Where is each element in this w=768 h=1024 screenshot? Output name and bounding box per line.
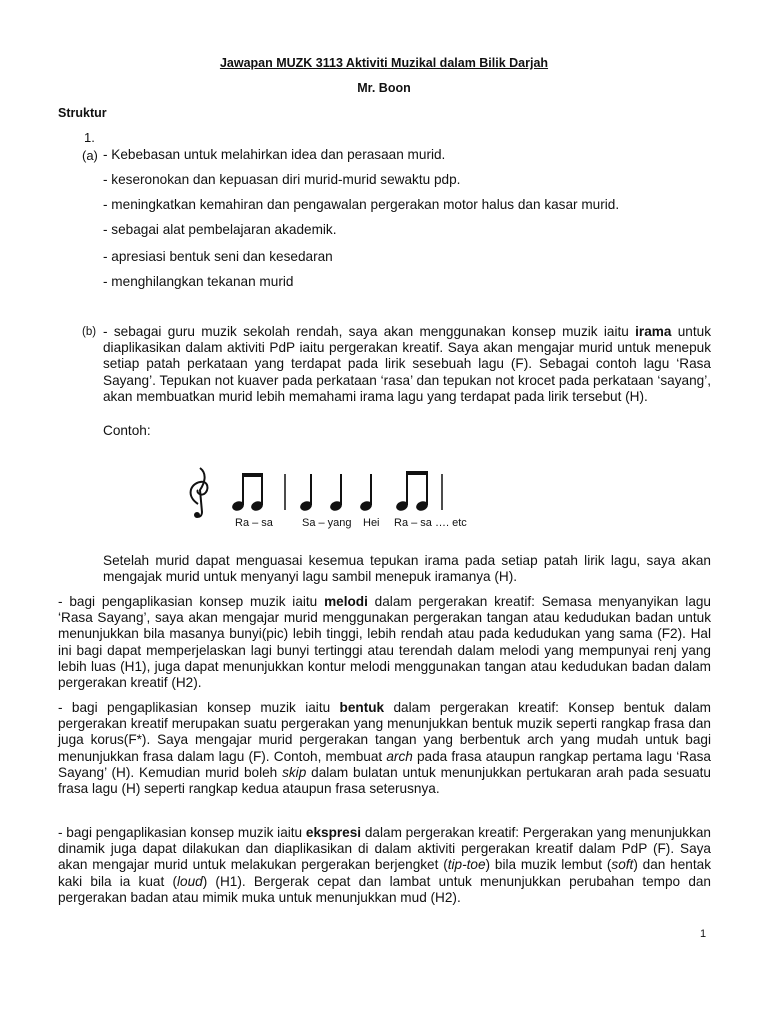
document-title: Jawapan MUZK 3113 Aktiviti Muzikal dalam Bilik Darjah [219, 56, 549, 70]
author-name: Mr. Boon [357, 81, 411, 95]
part-a-item: - meningkatkan kemahiran dan pengawalan pergerakan motor halus dan kasar murid. [103, 197, 620, 212]
crotchet-icon [359, 474, 373, 512]
crotchet-icon [329, 474, 343, 512]
melodi-paragraph: - bagi pengaplikasian konsep muzik iaitu melodi dalam pergerakan kreatif: Semasa menyanyikan lagu ‘Rasa Sayang’, saya akan mengajar murid menggunakan pergerakan tangan atau kedudukan badan untuk menunjukkan bila masanya bunyi(pic) lebih tinggi, lebih rendah atau pada kedudukan yang sama (F2). Hal ini bagi dapat memperjelaskan lagi bunyi tertinggi atau terendah dalam melodi yang mempunyai renj yang lebih luas (H1), juga dapat menunjukkan kontur melodi menggunakan tangan atau kedudukan badan dalam pergerakan kreatif (H2). [58, 594, 711, 691]
part-b-marker: (b) [82, 326, 97, 338]
question-number: 1. [84, 130, 95, 145]
bentuk-paragraph: - bagi pengaplikasian konsep muzik iaitu bentuk dalam pergerakan kreatif: Konsep bentuk dalam pergerakan kreatif merupakan suatu pergerakan yang menunjukkan bentuk muzik seperti rangkap frasa dan juga korus(F*). Saya mengajar murid pergerakan tangan yang berbentuk arch yang mudah untuk bagi menunjukkan frasa dalam lagu (F). Contoh, membuat arch pada frasa ataupun rangkap pertama lagu ‘Rasa Sayang’ (H). Kemudian murid boleh skip dalam bulatan untuk menunjukkan pertukaran arah pada sesuatu frasa lagu (H) seperti rangkap kedua ataupun frasa seterusnya. [58, 700, 711, 797]
example-label: Contoh: [103, 423, 151, 438]
part-a-item: - apresiasi bentuk seni dan kesedaran [103, 249, 333, 264]
lyric-syllable: Ra – sa [235, 517, 273, 529]
lyric-syllable: Sa – yang [302, 517, 352, 529]
concept-bentuk: bentuk [339, 700, 385, 715]
section-label: Struktur [58, 106, 107, 120]
part-a-item: - sebagai alat pembelajaran akademik. [103, 222, 337, 237]
part-b-paragraph: - sebagai guru muzik sekolah rendah, saya akan menggunakan konsep muzik iaitu irama untuk diaplikasikan dalam aktiviti PdP iaitu pergerakan kreatif. Saya akan mengajar murid untuk menepuk setiap patah perkataan yang terdapat pada lirik sesebuah lagu (F). Sebagai contoh lagu ‘Rasa Sayang’. Tepukan not kuaver pada perkataan ‘rasa’ dan tepukan not krocet pada perkataan ‘sayang’, akan membuatkan murid lebih memahami irama lagu yang terdapat pada lirik tersebut (H). [103, 324, 712, 404]
ekspresi-paragraph: - bagi pengaplikasian konsep muzik iaitu ekspresi dalam pergerakan kreatif: Pergerakan yang menunjukkan dinamik juga dapat dilakukan dan diaplikasikan di dalam aktiviti pergerakan kreatif dalam PdP (F). Saya akan mengajar murid untuk melakukan pergerakan berjengket (tip-toe) bila muzik lembut (soft) dan hentak kaki bila ia kuat (loud) (H1). Bergerak cepat dan lambat untuk menunjukkan perubahan tempo dan pergerakan badan atau mimik muka untuk menunjukkan mud (H2). [58, 825, 712, 905]
part-a-item: - menghilangkan tekanan murid [103, 274, 294, 289]
concept-irama: irama [635, 324, 672, 339]
crotchet-icon [299, 474, 313, 512]
quaver-pair-icon [395, 471, 429, 512]
concept-ekspresi: ekspresi [305, 825, 362, 840]
page-number: 1 [700, 928, 707, 940]
part-a-marker: (a) [82, 148, 98, 163]
concept-melodi: melodi [324, 594, 368, 609]
part-a-item: - Kebebasan untuk melahirkan idea dan perasaan murid. [103, 147, 446, 162]
lyric-syllable: Ra – sa …. etc [394, 517, 467, 529]
part-a-item: - keseronokan dan kepuasan diri murid-murid sewaktu pdp. [103, 172, 461, 187]
treble-clef-icon [191, 468, 208, 518]
lyric-syllable: Hei [363, 517, 380, 529]
quaver-pair-icon [231, 473, 264, 512]
after-example-paragraph: Setelah murid dapat menguasai kesemua tepukan irama pada setiap patah lirik lagu, saya akan mengajak murid untuk menyanyi lagu sambil menepuk iramanya (H). [103, 553, 711, 585]
